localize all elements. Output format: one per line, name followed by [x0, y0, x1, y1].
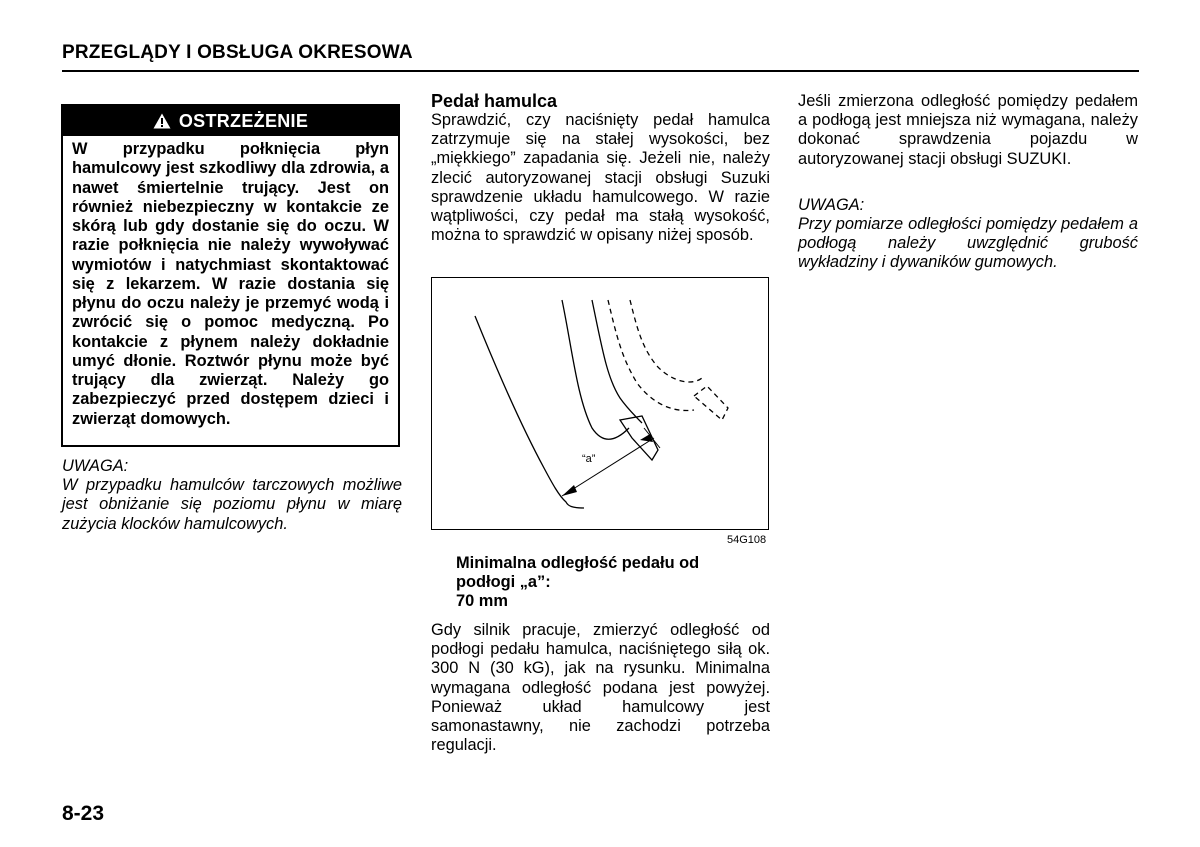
note-label: UWAGA: — [62, 457, 129, 475]
min-distance-spec — [456, 554, 756, 612]
section-title-brake-pedal: Pedał hamulca — [431, 91, 558, 111]
note2-label: UWAGA: — [798, 196, 865, 214]
figure-label-a: “a” — [582, 453, 596, 465]
page-header-title: PRZEGLĄDY I OBSŁUGA OKRESOWA — [62, 42, 413, 63]
brake-pedal-illustration — [432, 278, 768, 529]
note-disc-brakes — [62, 457, 402, 534]
header-divider — [62, 70, 1139, 72]
brake-pedal-figure — [431, 277, 769, 530]
figure-code: 54G108 — [727, 534, 767, 546]
warning-box — [61, 104, 400, 447]
note2-text: Przy pomiarze odległości pomiędzy pedałem a podłogą należy uwzględnić grubość wykładziny i dywaników gumowych. — [798, 215, 1138, 272]
note-text: W przypadku hamulców tarczowych możliwe jest obniżanie się poziomu płynu w miarę zużycia klocków hamulcowych. — [62, 476, 402, 533]
min-distance-label: Minimalna odległość pedału od podłogi „a”: — [456, 554, 700, 592]
min-distance-value: 70 mm — [456, 592, 508, 611]
measurement-procedure: Gdy silnik pracuje, zmierzyć odległość od podłogi pedału hamulca, naciśniętego siłą ok. 300 N (30 kG), jak na rysunku. Minimalna wymagana odległość podana jest powyżej. Ponieważ układ hamulcowy jest samonastawny, nie zachodzi potrzeba regulacji. — [431, 621, 770, 755]
warning-body: W przypadku połknięcia płyn hamulcowy jest szkodliwy dla zdrowia, a nawet śmiertelnie trujący. Jest on również niebezpieczny w kontakcie ze skórą lub gdy dostanie się do oczu. W razie połknięcia nie należy wywoływać wymiotów i natychmiast skontaktować się z lekarzem. W razie dostania się płynu do oczu należy je przemyć wodą i zwrócić się o pomoc medyczną. Po kontakcie z płynem należy dokładnie umyć dłonie. Roztwór płynu może być trujący dla zwierząt. Należy go zabezpieczyć przed dostępem dzieci i zwierząt domowych. — [72, 140, 389, 428]
warning-title-bar — [63, 106, 398, 136]
page-number: 8-23 — [62, 802, 105, 825]
distance-too-small-text: Jeśli zmierzona odległość pomiędzy pedałem a podłogą jest mniejsza niż wymagana, należy dokonać sprawdzenia pojazdu w autoryzowanej stacji obsługi SUZUKI. — [798, 92, 1138, 168]
warning-triangle-icon — [153, 113, 171, 129]
warning-title: OSTRZEŻENIE — [178, 110, 309, 131]
brake-pedal-intro: Sprawdzić, czy naciśnięty pedał hamulca zatrzymuje się na stałej wysokości, bez „miękkiego” zapadania się. Jeżeli nie, należy zlecić autoryzowanej stacji obsługi Suzuki sprawdzenie układu hamulcowego. W razie wątpliwości, czy pedał ma stałą wysokość, można to sprawdzić w opisany niżej sposób. — [431, 111, 770, 245]
